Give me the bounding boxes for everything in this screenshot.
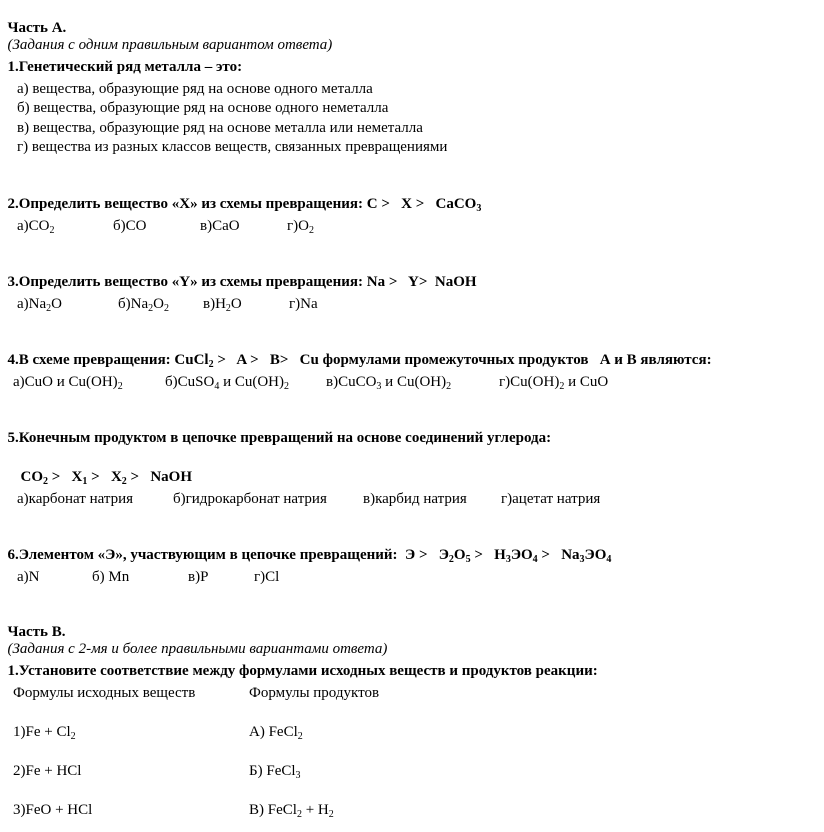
q1-option-b: б) вещества, образующие ряд на основе одного неметалла <box>17 100 389 116</box>
q6-option-b: б) Mn <box>92 569 130 585</box>
q1-option-d: г) вещества из разных классов веществ, связанных превращениями <box>17 139 448 155</box>
b1-column-right-header: Формулы продуктов <box>249 685 380 701</box>
question-1 <box>0 42 242 76</box>
q4-option-c: в)CuCO$_3$ и $Cu(OH)_2$ <box>326 374 452 392</box>
part-a-title: Часть А. <box>7 20 67 36</box>
question-b1-text: 1.Установите соответствие между формулами исходных веществ и продуктов реакции: <box>7 663 598 679</box>
part-b-note: (Задания с 2-мя и более правильными вариантами ответа) <box>7 641 388 657</box>
q2-option-b: б)CO <box>113 218 147 234</box>
q6-option-c: в)P <box>188 569 209 585</box>
question-2-text: 2.Определить вещество «X» из схемы превращения: C > X > CaCO <box>7 196 477 212</box>
b1-left-item: 2)Fe + HCl <box>13 763 82 779</box>
question-4-text-start: 4.В схеме превращения: CuCl <box>7 352 209 368</box>
q2-option-d: $г)O_2$ <box>287 218 314 236</box>
q2-option-a: $а)CO_2$ <box>17 218 55 236</box>
question-5 <box>0 413 551 447</box>
q4-option-d: $г)Cu(OH)_2$ и CuO <box>499 374 609 392</box>
question-6: 6.Элементом «Э», участвующим в цепочке превращений: $Э > Э_2O_5 > H_3ЭO_4 > Na_3ЭO_4$ <box>7 547 612 565</box>
b1-left-item: 3)FeO + HCl <box>13 802 93 818</box>
question-3-text: 3.Определить вещество «Y» из схемы превращения: Na > Y> NaOH <box>7 274 477 290</box>
question-b1 <box>0 646 598 680</box>
q5-option-a: а)карбонат натрия <box>17 491 134 507</box>
question-4-text-end: > A > B> Cu формулами промежуточных продуктов А и В являются: <box>213 352 712 368</box>
q4-option-b: б)CuSO$_4$ и $Cu(OH)_2$ <box>165 374 289 392</box>
q5-scheme: $CO_2 > X_1 > X_2$ > NaOH <box>20 469 192 487</box>
question-2-sub: 3 <box>476 203 482 214</box>
b1-right-item: В) FeCl$_2$ + $H_2$ <box>249 802 334 820</box>
q3-option-a: $а)Na_2O$ <box>17 296 62 314</box>
b1-left-item: $1)Fe + Cl_2$ <box>13 724 76 742</box>
q5-option-c: в)карбид натрия <box>363 491 467 507</box>
part-a-note: (Задания с одним правильным вариантом ответа) <box>7 37 333 53</box>
b1-right-item: А) FeCl$_2$ <box>249 724 303 742</box>
q4-option-a: а)CuO и $Cu(OH)_2$ <box>13 374 123 392</box>
q5-option-b: б)гидрокарбонат натрия <box>173 491 327 507</box>
question-6-text: 6.Элементом «Э», участвующим в цепочке превращений: Э > Э <box>7 547 449 563</box>
q6-option-d: г)Cl <box>254 569 280 585</box>
q3-option-c: $в)H_2O$ <box>203 296 242 314</box>
q3-option-b: $б)Na_2O_2$ <box>118 296 169 314</box>
question-5-text: 5.Конечным продуктом в цепочке превращений на основе соединений углерода: <box>7 430 552 446</box>
question-2 <box>0 179 481 213</box>
part-b-title: Часть В. <box>7 624 66 640</box>
q3-option-d: г)Na <box>289 296 318 312</box>
q2-option-c: в)CaO <box>200 218 240 234</box>
q1-option-c: в) вещества, образующие ряд на основе металла или неметалла <box>17 120 423 136</box>
q1-option-a: а) вещества, образующие ряд на основе одного металла <box>17 81 373 97</box>
question-3 <box>0 257 477 291</box>
b1-column-left-header: Формулы исходных веществ <box>13 685 196 701</box>
question-1-text: 1.Генетический ряд металла – это: <box>7 59 243 75</box>
q6-option-a: а)N <box>17 569 40 585</box>
q5-option-d: г)ацетат натрия <box>501 491 601 507</box>
b1-right-item: Б) FeCl$_3$ <box>249 763 301 781</box>
question-4-sub: 2 <box>208 359 214 370</box>
question-4 <box>0 335 712 369</box>
